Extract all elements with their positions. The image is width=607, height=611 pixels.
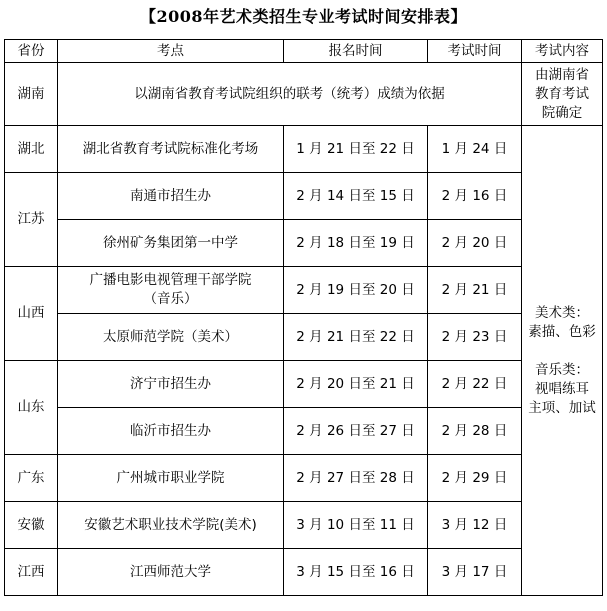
site-cell: 安徽艺术职业技术学院(美术) (58, 502, 284, 549)
table-row (5, 408, 603, 455)
exam-cell: 3 月 17 日 (428, 549, 522, 596)
header-row (5, 40, 603, 63)
site-cell: 临沂市招生办 (58, 408, 284, 455)
table-row (5, 220, 603, 267)
register-cell: 2 月 21 日至 22 日 (284, 314, 428, 361)
exam-cell: 2 月 28 日 (428, 408, 522, 455)
table-row (5, 314, 603, 361)
hunan-content-cell (522, 63, 603, 126)
site-cell: 南通市招生办 (58, 173, 284, 220)
register-cell: 1 月 21 日至 22 日 (284, 126, 428, 173)
register-cell: 2 月 19 日至 20 日 (284, 267, 428, 314)
hunan-content-line: 教育考试 (535, 85, 589, 102)
art-items: 素描、色彩 (528, 323, 596, 340)
exam-cell: 2 月 21 日 (428, 267, 522, 314)
music-label: 音乐类： (535, 361, 589, 378)
site-cell: 江西师范大学 (58, 549, 284, 596)
table-row (5, 549, 603, 596)
music-items: 主项、加试 (528, 399, 596, 416)
exam-cell: 2 月 16 日 (428, 173, 522, 220)
exam-cell: 2 月 22 日 (428, 361, 522, 408)
register-cell: 2 月 20 日至 21 日 (284, 361, 428, 408)
exam-cell: 2 月 29 日 (428, 455, 522, 502)
document-title: 【2008年艺术类招生专业考试时间安排表】 (139, 7, 468, 26)
site-cell: 济宁市招生办 (58, 361, 284, 408)
hunan-content-line: 由湖南省 (535, 66, 589, 83)
site-cell: 广州城市职业学院 (58, 455, 284, 502)
register-cell: 2 月 26 日至 27 日 (284, 408, 428, 455)
register-cell: 3 月 10 日至 11 日 (284, 502, 428, 549)
site-cell: 徐州矿务集团第一中学 (58, 220, 284, 267)
music-items: 视唱练耳 (535, 380, 589, 397)
header-province: 省份 (5, 40, 58, 63)
province-cell: 山西 (5, 267, 58, 361)
shared-content-cell (522, 126, 603, 596)
province-cell: 广东 (5, 455, 58, 502)
site-line: （音乐） (143, 291, 198, 307)
header-register: 报名时间 (284, 40, 428, 63)
province-cell: 安徽 (5, 502, 58, 549)
exam-cell: 2 月 23 日 (428, 314, 522, 361)
site-cell: 太原师范学院（美术） (58, 314, 284, 361)
table-row (5, 173, 603, 220)
table-row (5, 126, 603, 173)
header-exam: 考试时间 (428, 40, 522, 63)
province-cell: 江苏 (5, 173, 58, 267)
register-cell: 2 月 27 日至 28 日 (284, 455, 428, 502)
header-content: 考试内容 (522, 40, 603, 63)
site-line: 广播电影电视管理干部学院 (89, 272, 252, 288)
register-cell: 2 月 14 日至 15 日 (284, 173, 428, 220)
exam-cell: 2 月 20 日 (428, 220, 522, 267)
table-row (5, 361, 603, 408)
province-cell: 山东 (5, 361, 58, 455)
hunan-note-cell: 以湖南省教育考试院组织的联考（统考）成绩为依据 (58, 63, 522, 126)
register-cell: 2 月 18 日至 19 日 (284, 220, 428, 267)
province-cell: 江西 (5, 549, 58, 596)
schedule-table (4, 39, 603, 596)
province-cell: 湖南 (5, 63, 58, 126)
site-cell: 湖北省教育考试院标准化考场 (58, 126, 284, 173)
exam-cell: 3 月 12 日 (428, 502, 522, 549)
table-row (5, 502, 603, 549)
province-cell: 湖北 (5, 126, 58, 173)
hunan-content-line: 院确定 (541, 104, 583, 121)
art-label: 美术类： (535, 304, 589, 321)
header-site: 考点 (58, 40, 284, 63)
exam-cell: 1 月 24 日 (428, 126, 522, 173)
table-row (5, 267, 603, 314)
site-cell (58, 267, 284, 314)
table-row (5, 455, 603, 502)
table-row-hunan (5, 63, 603, 126)
register-cell: 3 月 15 日至 16 日 (284, 549, 428, 596)
